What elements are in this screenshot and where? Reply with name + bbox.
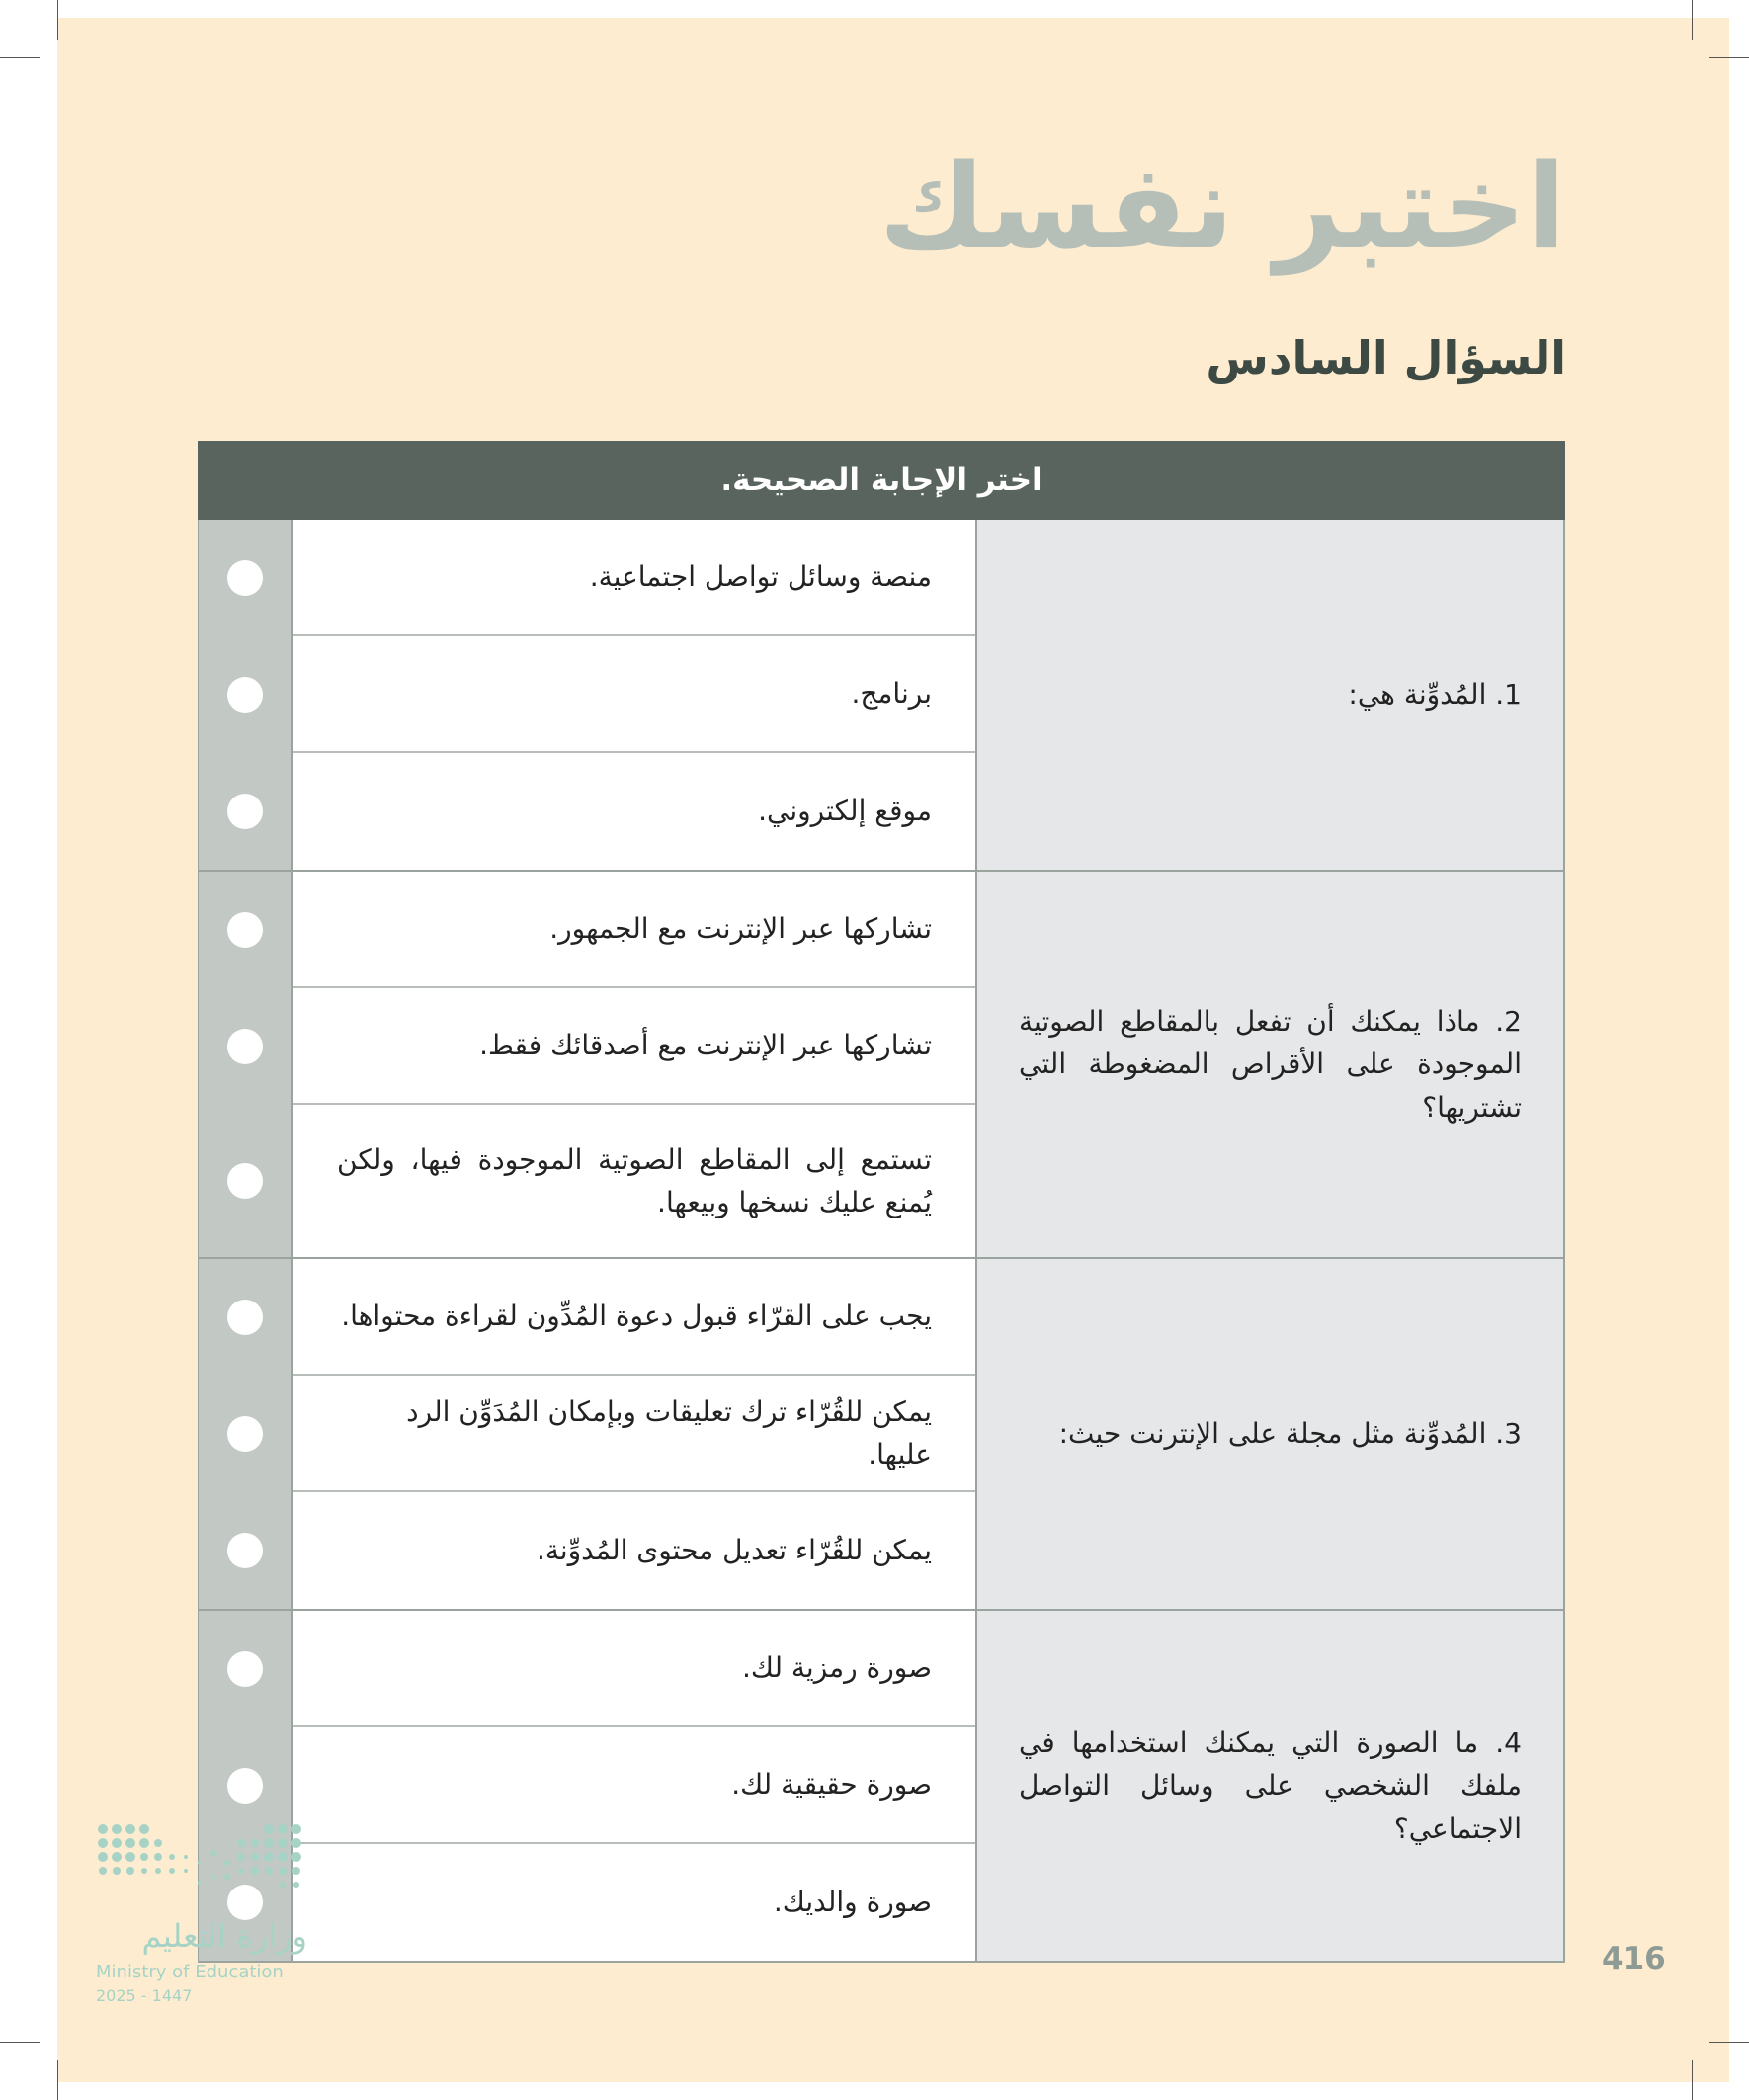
page-title: اختبر نفسك	[878, 138, 1566, 275]
question-block	[198, 1611, 1565, 1963]
answer-option[interactable]: تستمع إلى المقاطع الصوتية الموجودة فيها، ولكن يُمنع عليك نسخها وبيعها.	[337, 1142, 932, 1218]
answer-radio[interactable]	[227, 794, 263, 829]
radio-column	[198, 520, 292, 870]
page-subtitle: السؤال السادس	[1206, 331, 1566, 384]
logo-year-text: 2025 - 1447	[96, 1986, 193, 2005]
question-block	[198, 1259, 1565, 1611]
answer-radio[interactable]	[227, 1533, 263, 1568]
answer-option[interactable]: صورة رمزية لك.	[293, 1611, 975, 1727]
answer-radio[interactable]	[227, 1416, 263, 1452]
question-block	[198, 520, 1565, 872]
answer-radio[interactable]	[227, 677, 263, 713]
answer-option[interactable]: موقع إلكتروني.	[758, 795, 932, 828]
options-column	[292, 1259, 977, 1609]
crop-mark	[0, 57, 40, 58]
question-text: 3. المُدوِّنة مثل مجلة على الإنترنت حيث:	[1058, 1417, 1522, 1451]
page-margin-top	[0, 0, 1749, 18]
question-text: 2. ماذا يمكنك أن تفعل بالمقاطع الصوتية الموجودة على الأقراص المضغوطة التي تشتريها؟	[1019, 1004, 1522, 1124]
question-text: 1. المُدوِّنة هي:	[1348, 678, 1522, 712]
ministry-logo-icon	[95, 1823, 312, 1912]
page-margin-left	[0, 0, 57, 2100]
answer-radio[interactable]	[227, 912, 263, 948]
answer-option[interactable]: تشاركها عبر الإنترنت مع أصدقائك فقط.	[293, 988, 975, 1105]
question-cell	[977, 872, 1565, 1257]
page-margin-bottom	[0, 2082, 1749, 2100]
logo-arabic-text: وزارة التعليم	[141, 1917, 307, 1955]
answer-radio[interactable]	[227, 1768, 263, 1804]
answer-radio[interactable]	[227, 1029, 263, 1064]
options-column	[292, 872, 977, 1257]
answer-radio[interactable]	[227, 1300, 263, 1335]
answer-option[interactable]: تشاركها عبر الإنترنت مع الجمهور.	[293, 872, 975, 988]
question-cell	[977, 520, 1565, 870]
answer-option[interactable]: صورة حقيقية لك.	[293, 1727, 975, 1844]
question-cell	[977, 1259, 1565, 1609]
crop-mark	[1692, 2060, 1693, 2100]
options-column	[292, 1611, 977, 1961]
question-cell	[977, 1611, 1565, 1961]
question-block	[198, 872, 1565, 1259]
crop-mark	[1692, 0, 1693, 40]
page-margin-right	[1729, 0, 1749, 2100]
crop-mark	[1709, 57, 1749, 58]
quiz-table	[198, 441, 1565, 1963]
answer-option[interactable]: صورة والديك.	[773, 1886, 932, 1919]
answer-option[interactable]: برنامج.	[293, 636, 975, 753]
logo-english-text: Ministry of Education	[96, 1962, 284, 1982]
answer-option[interactable]: يجب على القرّاء قبول دعوة المُدِّون لقراءة محتواها.	[293, 1259, 975, 1376]
answer-option[interactable]: يمكن للقُرّاء تعديل محتوى المُدوِّنة.	[536, 1534, 932, 1567]
radio-column	[198, 872, 292, 1257]
answer-radio[interactable]	[227, 1651, 263, 1687]
crop-mark	[57, 0, 58, 40]
options-column	[292, 520, 977, 870]
answer-option[interactable]: منصة وسائل تواصل اجتماعية.	[293, 520, 975, 636]
quiz-header: اختر الإجابة الصحيحة.	[198, 441, 1565, 520]
crop-mark	[57, 2060, 58, 2100]
page-number: 416	[1602, 1941, 1666, 1976]
crop-mark	[1709, 2042, 1749, 2043]
question-text: 4. ما الصورة التي يمكنك استخدامها في ملفك الشخصي على وسائل التواصل الاجتماعي؟	[1019, 1725, 1522, 1845]
answer-radio[interactable]	[227, 1163, 263, 1199]
radio-column	[198, 1259, 292, 1609]
crop-mark	[0, 2042, 40, 2043]
answer-option[interactable]: يمكن للقُرّاء ترك تعليقات وبإمكان المُدَوِّن الرد عليها.	[293, 1376, 975, 1492]
answer-radio[interactable]	[227, 560, 263, 596]
